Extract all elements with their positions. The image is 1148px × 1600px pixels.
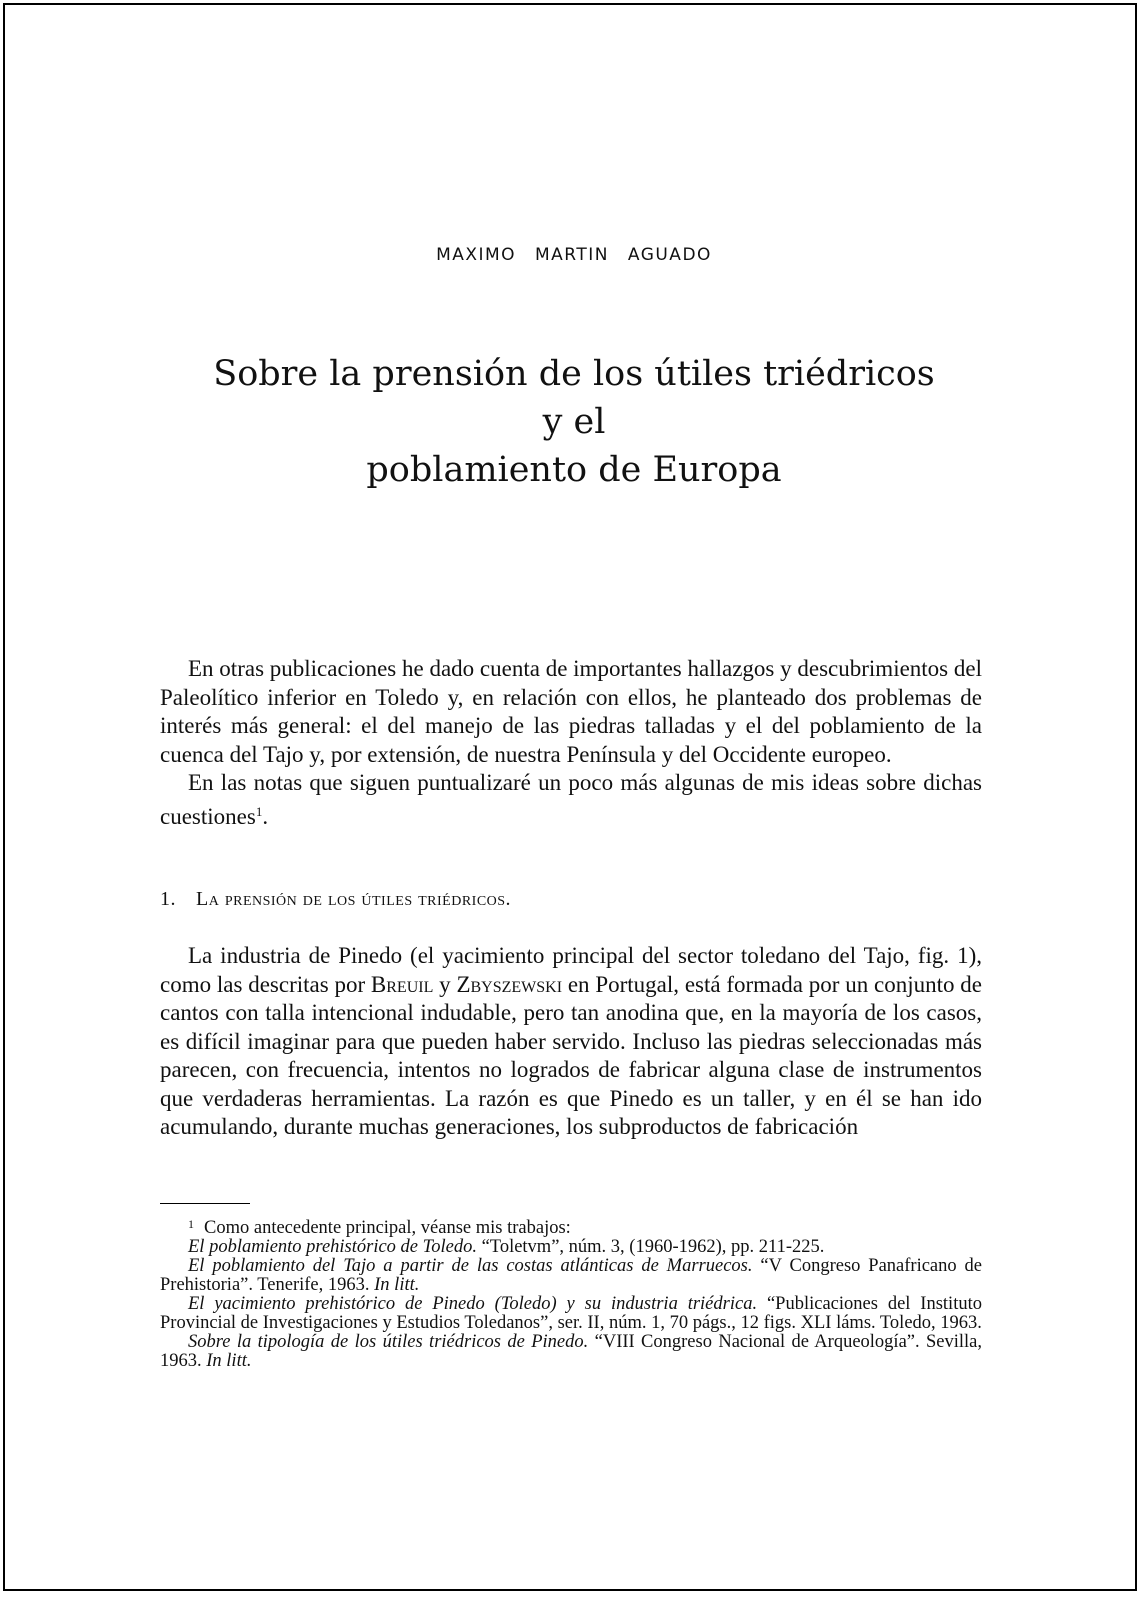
section-title: La prensión de los útiles triédricos. <box>196 888 512 910</box>
author-breuil: Breuil <box>370 971 434 997</box>
paragraph-2-end: . <box>262 803 269 829</box>
ref-2-rest: “V Congreso Panafricano de Prehistoria”. Tenerife, 1963. <box>160 1256 982 1295</box>
paragraph-2-text: En las notas que siguen puntualizaré un poco más algunas de mis ideas sobre dichas cuestiones <box>160 770 982 829</box>
intro-text <box>160 655 982 831</box>
ref-2-tail: In litt. <box>374 1275 420 1295</box>
footnote-ref-1 <box>160 1238 982 1257</box>
footnote-marker: 1 <box>188 1217 194 1231</box>
footnote-intro-text: Como antecedente principal, véanse mis trabajos: <box>204 1218 571 1238</box>
footnote-ref: 1 <box>255 803 263 819</box>
paragraph-3 <box>160 942 982 1142</box>
ref-3-title: El yacimiento prehistórico de Pinedo (Toledo) y su industria triédrica. <box>188 1294 758 1314</box>
author-name: MAXIMO MARTIN AGUADO <box>436 245 712 265</box>
paragraph-1: En otras publicaciones he dado cuenta de importantes hallazgos y descubrimientos del Paleolítico inferior en Toledo y, en relación con ellos, he planteado dos problemas de interés más general: el del manejo de las piedras talladas y el del poblamiento de la cuenca del Tajo y, por extensión, de nuestra Península y del Occidente europeo. <box>160 656 982 767</box>
footnote-ref-4 <box>160 1333 982 1371</box>
footnote-ref-2 <box>160 1257 982 1295</box>
paragraph-3-c: en Portugal, está formada por un conjunto de cantos con talla intencional indudable, pero tan anodina que, en la mayoría de los casos, es difícil imaginar para que pueden haber servido. Incluso las piedras seleccionadas más parecen, con frecuencia, intentos no logrados de fabricar alguna clase de instrumentos que verdaderas herramientas. La razón es que Pinedo es un taller, y en él se han ido acumulando, durante muchas generaciones, los subproductos de fabricación <box>160 971 982 1139</box>
section-1-text <box>160 942 982 1142</box>
ref-4-title: Sobre la tipología de los útiles triédricos de Pinedo. <box>188 1332 589 1352</box>
ref-1-title: El poblamiento prehistórico de Toledo. <box>188 1237 477 1257</box>
author-zbyszewski: Zbyszewski <box>456 971 563 997</box>
footnote-ref-3 <box>160 1295 982 1333</box>
paragraph-3-a: La industria de Pinedo (el yacimiento principal del sector toledano del Tajo, fig. 1), como las descritas por <box>160 943 982 997</box>
paragraph-3-b: y <box>433 971 457 997</box>
footnote-intro <box>160 1215 982 1238</box>
paragraph-2 <box>160 769 982 831</box>
footnote-divider <box>160 1203 250 1204</box>
section-heading <box>160 888 511 911</box>
article-title <box>200 350 948 494</box>
ref-3-rest: “Publicaciones del Instituto Provincial de Investigaciones y Estudios Toledanos”, ser. II, núm. 1, 70 págs., 12 figs. XLI láms. Toledo, 1963. <box>160 1294 982 1333</box>
title-line-1: Sobre la prensión de los útiles triédricos y el <box>213 354 935 442</box>
ref-1-rest: “Toletvm”, núm. 3, (1960-1962), pp. 211-225. <box>476 1237 825 1257</box>
ref-2-title: El poblamiento del Tajo a partir de las costas atlánticas de Marruecos. <box>188 1256 753 1276</box>
footnotes <box>160 1215 982 1371</box>
title-line-2: poblamiento de Europa <box>366 450 782 490</box>
section-number: 1. <box>160 888 176 910</box>
ref-4-rest: “VIII Congreso Nacional de Arqueología”. Sevilla, 1963. <box>160 1332 982 1371</box>
ref-4-tail: In litt. <box>206 1351 252 1371</box>
